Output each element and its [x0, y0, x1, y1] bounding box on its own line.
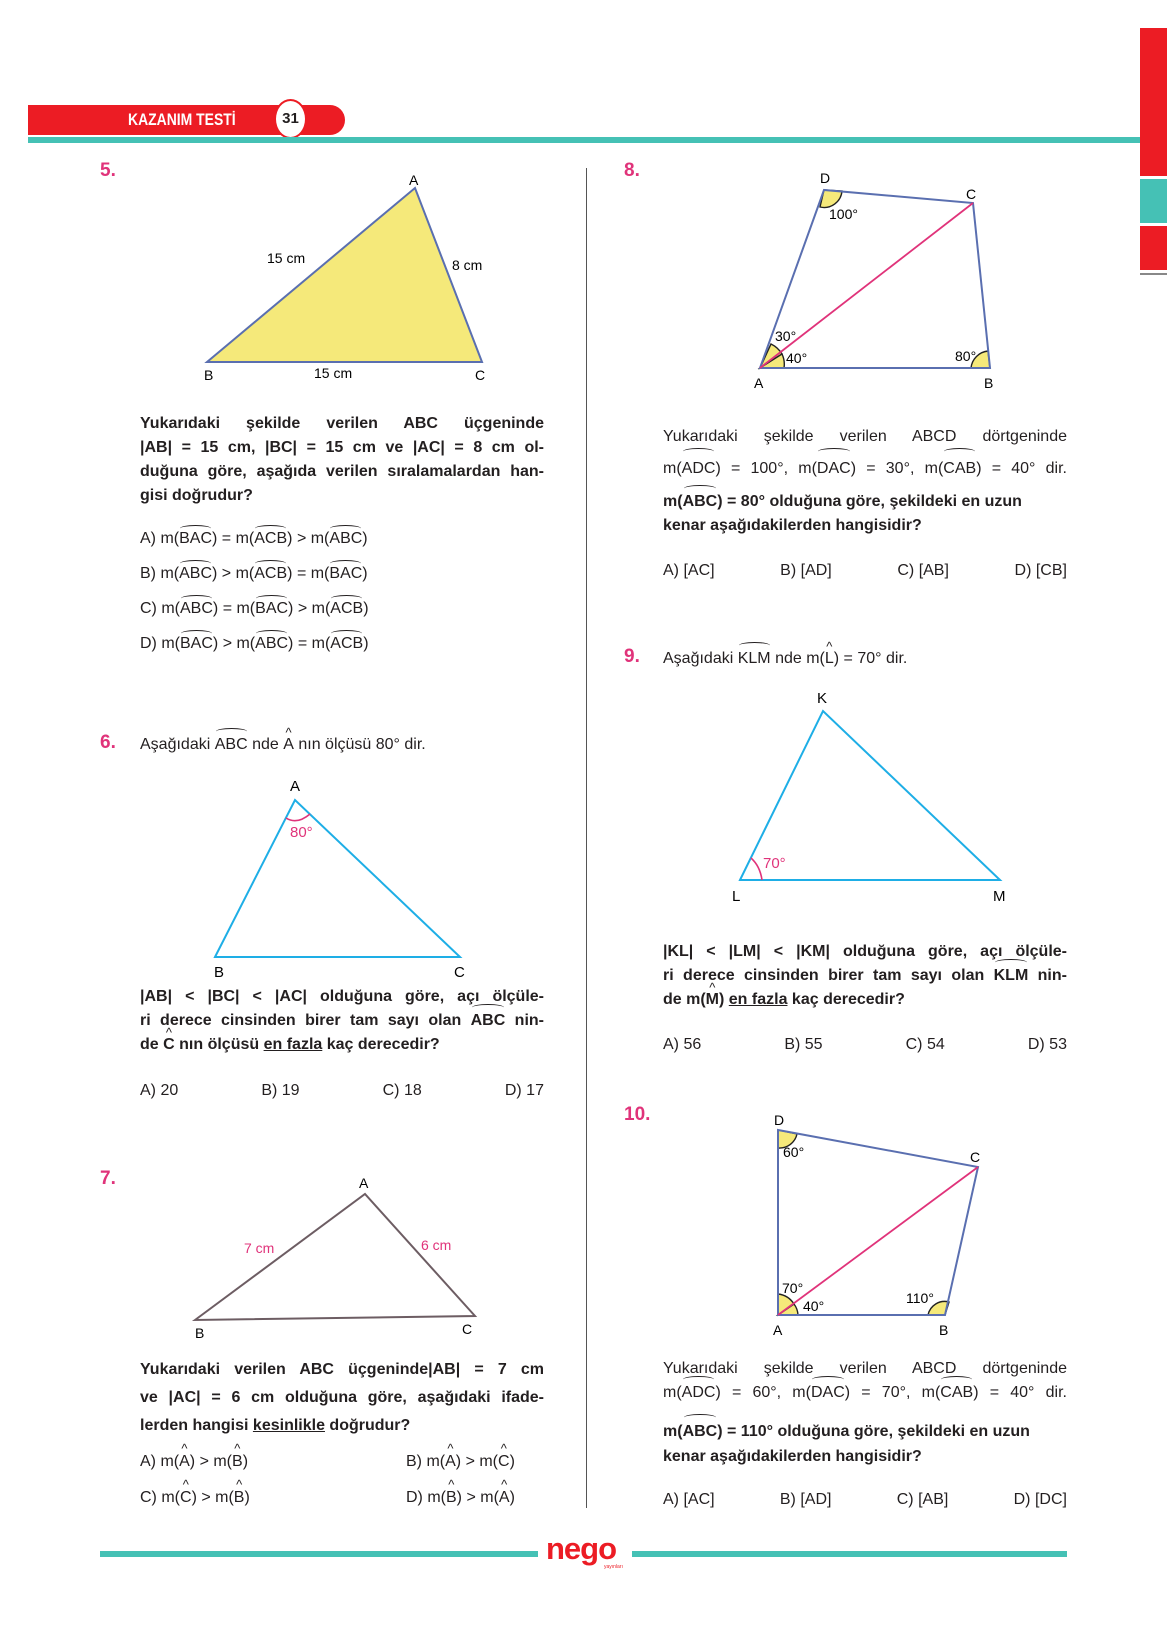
option-C[interactable]: C) m(ABC) = m(BAC) > m(ACB) [140, 600, 369, 617]
option-B[interactable]: B) m(ABC) > m(ACB) = m(BAC) [140, 565, 368, 582]
q7-options [140, 1453, 544, 1525]
test-number-badge: 31 [274, 99, 307, 139]
vertex-label-L: L [732, 888, 741, 905]
vertex-label-A: A [359, 1175, 369, 1191]
side-label-AB: 7 cm [244, 1240, 275, 1256]
angle-label-DAC: 70° [782, 1280, 804, 1296]
q10-question: m(ABC) = 110° olduğuna göre, şekildeki en uzun kenar aşağıdakilerden hangisidir? [663, 1419, 1067, 1469]
question-number-9: 9. [624, 646, 640, 667]
option-C[interactable]: C) [AB] [897, 562, 949, 579]
vertex-label-C: C [462, 1321, 473, 1337]
q8-quadrilateral-figure [750, 165, 1010, 395]
q7-triangle-figure [185, 1170, 495, 1345]
option-D[interactable]: D) [CB] [1014, 562, 1067, 579]
side-label-AB: 15 cm [267, 250, 306, 266]
q10-stem: Yukarıdaki şekilde verilen ABCD dörtgeninde m(ADC) = 60°, m(DAC) = 70°, m(CAB) = 40° dir. [663, 1357, 1067, 1405]
option-D[interactable]: D) 17 [504, 1082, 544, 1099]
option-C[interactable]: C) m(^ C) > m(^ B) [140, 1489, 406, 1525]
q5-stem: Yukarıdaki şekilde verilen ABC üçgeninde |AB| = 15 cm, |BC| = 15 cm ve |AC| = 8 cm ol- duğuna göre, aşağıda verilen sıralamalardan han- gisi doğrudur? [140, 415, 544, 504]
footer-rule-right [632, 1551, 1067, 1557]
vertex-label-C: C [475, 367, 486, 383]
option-B[interactable]: B) m(^ A) > m(^ C) [406, 1453, 515, 1489]
option-D[interactable]: D) m(BAC) > m(ABC) = m(ACB) [140, 635, 369, 652]
option-A[interactable]: A) 56 [663, 1036, 702, 1053]
q10-options [663, 1491, 1067, 1509]
vertex-label-A: A [409, 172, 419, 188]
option-B[interactable]: B) [AD] [780, 562, 832, 579]
side-label-AC: 6 cm [421, 1237, 452, 1253]
vertex-label-M: M [993, 888, 1006, 905]
option-B[interactable]: B) 19 [261, 1082, 300, 1099]
side-label-AC: 8 cm [452, 257, 483, 273]
vertex-label-D: D [820, 170, 831, 186]
q9-stem: |KL| < |LM| < |KM| olduğuna göre, açı ölçüle- ri derece cinsinden birer tam sayı olan KLM nin- de m(^ M) en fazla kaç derecedir? [663, 940, 1067, 1012]
vertex-label-A: A [290, 778, 301, 795]
side-tab-rule [1140, 273, 1167, 275]
angle-label-CAB: 40° [786, 350, 808, 366]
side-tab-red-2 [1140, 226, 1167, 270]
angle-label-DAC: 30° [775, 328, 797, 344]
vertex-label-B: B [984, 375, 994, 391]
option-C[interactable]: C) 54 [905, 1036, 945, 1053]
vertex-label-B: B [939, 1322, 949, 1338]
q10-quadrilateral-figure [765, 1110, 995, 1345]
side-tab-teal [1140, 179, 1167, 223]
option-C[interactable]: C) [AB] [896, 1491, 949, 1508]
q6-intro: Aşağıdaki ABC nde ^ A nın ölçüsü 80° dir. [140, 733, 426, 757]
option-B[interactable]: B) 55 [784, 1036, 823, 1053]
q8-stem: Yukarıdaki şekilde verilen ABCD dörtgeninde m(ADC) = 100°, m(DAC) = 30°, m(CAB) = 40° dir. [663, 421, 1067, 485]
option-D[interactable]: D) [DC] [1013, 1491, 1067, 1508]
question-number-8: 8. [624, 160, 640, 181]
question-number-10: 10. [624, 1104, 651, 1125]
q6-options [140, 1082, 544, 1100]
publisher-logo: nego yayınları [546, 1531, 623, 1570]
question-number-7: 7. [100, 1168, 116, 1189]
option-A[interactable]: A) 20 [140, 1082, 179, 1099]
q8-question: m(ABC) = 80° olduğuna göre, şekildeki en uzun kenar aşağıdakilerden hangisidir? [663, 490, 1067, 538]
option-A[interactable]: A) [AC] [663, 1491, 715, 1508]
option-A[interactable]: A) [AC] [663, 562, 715, 579]
footer-rule-left [100, 1551, 538, 1557]
vertex-label-D: D [774, 1112, 785, 1128]
side-tab-red [1140, 28, 1167, 176]
angle-label-A: 80° [290, 824, 313, 841]
option-C[interactable]: C) 18 [382, 1082, 422, 1099]
vertex-label-C: C [970, 1149, 981, 1165]
vertex-label-K: K [817, 690, 828, 707]
q9-triangle-figure [730, 685, 1020, 910]
q7-stem: Yukarıdaki verilen ABC üçgeninde|AB| = 7 cm ve |AC| = 6 cm olduğuna göre, aşağıdaki ifade- lerden hangisi kesinlikle doğrudur? [140, 1361, 544, 1434]
vertex-label-A: A [773, 1322, 783, 1338]
option-B[interactable]: B) [AD] [779, 1491, 832, 1508]
q9-intro: Aşağıdaki KLM nde m(^ L) = 70° dir. [663, 647, 907, 671]
vertex-label-A: A [754, 375, 764, 391]
option-A[interactable]: A) m(^ A) > m(^ B) [140, 1453, 406, 1489]
q6-triangle-figure [200, 765, 490, 980]
angle-label-D: 100° [829, 206, 858, 222]
option-D[interactable]: D) m(^ B) > m(^ A) [406, 1489, 515, 1525]
vertex-label-B: B [195, 1325, 205, 1341]
q9-options [663, 1036, 1067, 1054]
vertex-label-B: B [214, 964, 225, 980]
vertex-label-C: C [454, 964, 465, 980]
page-title: KAZANIM TESTİ [128, 110, 236, 129]
angle-label-L: 70° [763, 855, 786, 872]
column-divider [586, 168, 587, 1508]
header-rule [28, 137, 1140, 143]
angle-label-CAB: 40° [803, 1298, 825, 1314]
question-number-5: 5. [100, 160, 116, 181]
angle-label-B: 110° [906, 1290, 934, 1306]
vertex-label-C: C [966, 186, 977, 202]
angle-label-D: 60° [783, 1144, 805, 1160]
option-A[interactable]: A) m(BAC) = m(ACB) > m(ABC) [140, 530, 368, 547]
option-D[interactable]: D) 53 [1027, 1036, 1067, 1053]
vertex-label-B: B [204, 367, 214, 383]
question-number-6: 6. [100, 732, 116, 753]
q8-options [663, 562, 1067, 580]
angle-label-B: 80° [955, 348, 977, 364]
side-label-BC: 15 cm [314, 365, 353, 381]
q5-options [140, 530, 369, 670]
q5-triangle-figure [190, 170, 510, 385]
q6-stem: |AB| < |BC| < |AC| olduğuna göre, açı ölçüle- ri derece cinsinden birer tam sayı olan ABC nin- de ^ C nın ölçüsü en fazla kaç derecedir? [140, 985, 544, 1057]
